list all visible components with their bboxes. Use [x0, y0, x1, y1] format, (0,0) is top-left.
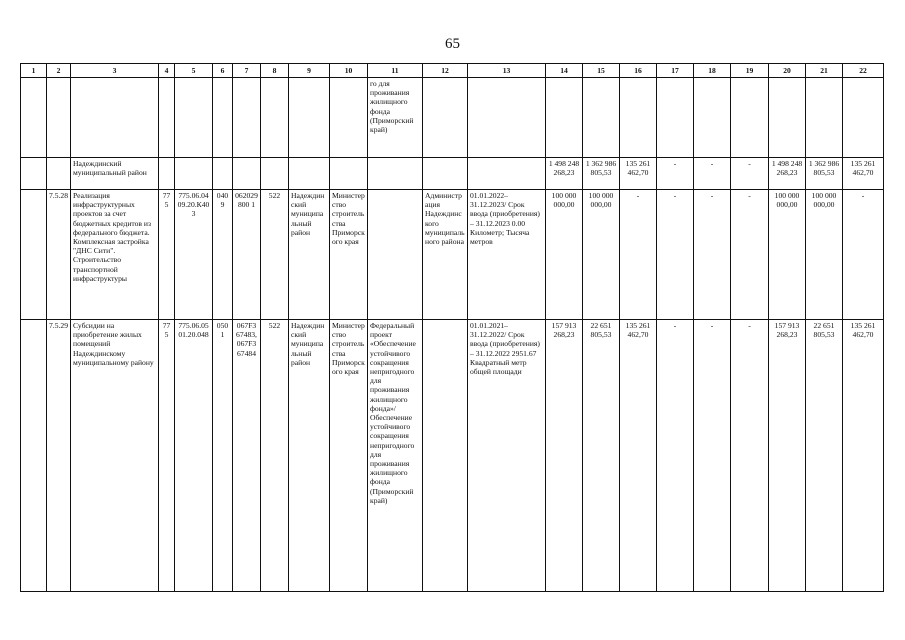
column-number: 1 — [21, 64, 47, 78]
table-cell — [159, 158, 175, 190]
column-number: 15 — [583, 64, 620, 78]
column-number: 22 — [843, 64, 884, 78]
table-cell: 522 — [261, 320, 289, 592]
table-cell: 100 000 000,00 — [583, 190, 620, 320]
column-number: 3 — [71, 64, 159, 78]
budget-table — [20, 63, 884, 592]
table-cell — [213, 78, 233, 158]
table-cell — [289, 158, 330, 190]
table-cell — [21, 320, 47, 592]
table-cell: - — [731, 320, 769, 592]
table-cell: - — [731, 158, 769, 190]
table-cell: Реализация инфраструктурных проектов за счет бюджетных кредитов из федерального бюджета. Комплексная застройка "ДНС Сити". Строительство транспортной инфраструктуры — [71, 190, 159, 320]
table-cell: - — [620, 190, 657, 320]
column-number: 9 — [289, 64, 330, 78]
table-cell — [769, 78, 806, 158]
column-number: 20 — [769, 64, 806, 78]
table-cell: 775 — [159, 320, 175, 592]
table-cell: 135 261 462,70 — [620, 158, 657, 190]
table-row — [21, 190, 884, 320]
table-row — [21, 78, 884, 158]
table-cell: 100 000 000,00 — [806, 190, 843, 320]
table-cell: го для проживания жилищного фонда (Приморский край) — [368, 78, 423, 158]
table-cell — [423, 158, 468, 190]
column-number: 16 — [620, 64, 657, 78]
table-cell: 775.06.0501.20.048 — [175, 320, 213, 592]
table-cell: Надеждинский муниципальный район — [71, 158, 159, 190]
table-cell — [21, 158, 47, 190]
table-cell — [233, 78, 261, 158]
table-cell — [159, 78, 175, 158]
column-number: 12 — [423, 64, 468, 78]
table-cell: 135 261 462,70 — [620, 320, 657, 592]
table-cell: Министерство строительства Приморского края — [330, 320, 368, 592]
table-cell: 1 362 986 805,53 — [583, 158, 620, 190]
table-cell: Субсидии на приобретение жилых помещений Надеждинскому муниципальному району — [71, 320, 159, 592]
table-cell: 157 913 268,23 — [546, 320, 583, 592]
table-cell — [657, 78, 694, 158]
column-number: 18 — [694, 64, 731, 78]
table-cell: - — [694, 190, 731, 320]
table-cell: 157 913 268,23 — [769, 320, 806, 592]
table-cell — [330, 158, 368, 190]
table-cell: 01.01.2022–31.12.2023/ Срок ввода (приобретения) – 31.12.2023 0.00 Километр; Тысяча метров — [468, 190, 546, 320]
column-number: 2 — [47, 64, 71, 78]
table-cell: 0409 — [213, 190, 233, 320]
table-cell — [261, 158, 289, 190]
table-cell — [289, 78, 330, 158]
table-cell — [47, 78, 71, 158]
column-number: 8 — [261, 64, 289, 78]
table-cell: - — [657, 190, 694, 320]
table-cell — [233, 158, 261, 190]
table-cell: 775.06.0409.20.К403 — [175, 190, 213, 320]
table-cell — [368, 158, 423, 190]
table-cell: 135 261 462,70 — [843, 158, 884, 190]
table-cell: 775 — [159, 190, 175, 320]
table-cell — [21, 190, 47, 320]
table-cell: 22 651 805,53 — [583, 320, 620, 592]
table-cell: Надеждинский муниципальный район — [289, 190, 330, 320]
page-number: 65 — [445, 36, 460, 52]
table-cell — [175, 78, 213, 158]
column-number: 10 — [330, 64, 368, 78]
table-cell — [213, 158, 233, 190]
table-cell: 7.5.29 — [47, 320, 71, 592]
table-cell: 067F367483, 067F367484 — [233, 320, 261, 592]
table-cell — [468, 78, 546, 158]
table-cell: 522 — [261, 190, 289, 320]
table-cell — [47, 158, 71, 190]
table-cell: Надеждинский муниципальный район — [289, 320, 330, 592]
column-number: 6 — [213, 64, 233, 78]
column-number: 7 — [233, 64, 261, 78]
table-cell: 1 362 986 805,53 — [806, 158, 843, 190]
table-cell: - — [657, 320, 694, 592]
table-cell — [694, 78, 731, 158]
table-cell — [71, 78, 159, 158]
table-cell: - — [657, 158, 694, 190]
table-cell: 062029800 1 — [233, 190, 261, 320]
table-cell: 135 261 462,70 — [843, 320, 884, 592]
column-number: 5 — [175, 64, 213, 78]
table-cell: 1 498 248 268,23 — [546, 158, 583, 190]
table-cell — [546, 78, 583, 158]
table-cell: Федеральный проект «Обеспечение устойчивого сокращения непригодного для проживания жилищного фонда»/Обеспечение устойчивого сокращения непригодного для проживания жилищного фонда (Приморский край) — [368, 320, 423, 592]
table-cell: 100 000 000,00 — [769, 190, 806, 320]
column-number: 11 — [368, 64, 423, 78]
table-cell: 0501 — [213, 320, 233, 592]
table-cell — [468, 158, 546, 190]
table-cell: 100 000 000,00 — [546, 190, 583, 320]
table-cell — [330, 78, 368, 158]
table-cell — [423, 320, 468, 592]
table-cell — [261, 78, 289, 158]
table-cell — [731, 78, 769, 158]
column-number: 19 — [731, 64, 769, 78]
table-cell: Министерство строительства Приморского края — [330, 190, 368, 320]
table-cell: 7.5.28 — [47, 190, 71, 320]
table-cell — [806, 78, 843, 158]
table-cell — [843, 78, 884, 158]
table-row — [21, 320, 884, 592]
table-cell — [368, 190, 423, 320]
table-cell: - — [694, 320, 731, 592]
table-cell: 1 498 248 268,23 — [769, 158, 806, 190]
table-cell — [620, 78, 657, 158]
table-cell — [175, 158, 213, 190]
column-number-row — [21, 64, 884, 78]
table-cell — [423, 78, 468, 158]
table-row — [21, 158, 884, 190]
table-cell: 22 651 805,53 — [806, 320, 843, 592]
column-number: 21 — [806, 64, 843, 78]
table-cell: - — [694, 158, 731, 190]
table-cell: - — [843, 190, 884, 320]
column-number: 14 — [546, 64, 583, 78]
table-cell: 01.01.2021–31.12.2022/ Срок ввода (приобретения) – 31.12.2022 2951.67 Квадратный метр общей площади — [468, 320, 546, 592]
column-number: 17 — [657, 64, 694, 78]
table-cell — [583, 78, 620, 158]
table-cell: Администрация Надеждинского муниципального района — [423, 190, 468, 320]
table-cell: - — [731, 190, 769, 320]
column-number: 4 — [159, 64, 175, 78]
table-cell — [21, 78, 47, 158]
column-number: 13 — [468, 64, 546, 78]
